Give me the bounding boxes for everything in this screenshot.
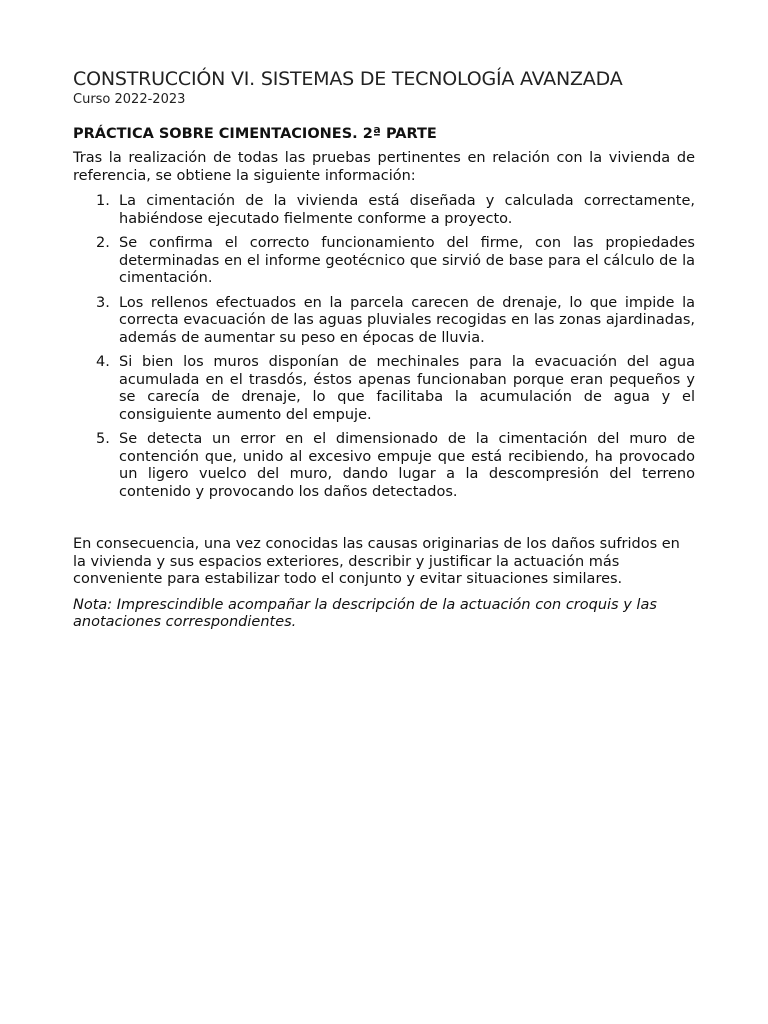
list-item-number: 1.: [96, 193, 110, 209]
document-page: [73, 66, 695, 640]
list-item-number: 4.: [96, 354, 110, 370]
findings-list: [73, 193, 695, 501]
course-year: Curso 2022-2023: [73, 92, 186, 107]
section-spacer: [73, 508, 695, 536]
list-item-text: Los rellenos efectuados en la parcela carecen de drenaje, lo que impide la correcta evacuación de las aguas pluviales recogidas en las zonas ajardinadas, además de aumentar su peso en épocas de lluvia.: [119, 294, 695, 346]
list-item: [73, 235, 695, 288]
list-item: [73, 354, 695, 424]
list-item-text: Si bien los muros disponían de mechinales para la evacuación del agua acumulada en el trasdós, éstos apenas funcionaban porque eran pequeños y se carecía de drenaje, lo que facilitaba la acumulación de agua y el consiguiente aumento del empuje.: [119, 354, 695, 423]
list-item: [73, 431, 695, 501]
list-item: [73, 193, 695, 228]
note-paragraph: Nota: Imprescindible acompañar la descripción de la actuación con croquis y las anotaciones correspondientes.: [73, 596, 657, 630]
list-item-number: 5.: [96, 431, 110, 447]
list-item: [73, 295, 695, 348]
conclusion-paragraph: En consecuencia, una vez conocidas las causas originarias de los daños sufridos en la vivienda y sus espacios exteriores, describir y justificar la actuación más conveniente para estabilizar todo el conjunto y evitar situaciones similares.: [73, 536, 680, 587]
practice-heading: PRÁCTICA SOBRE CIMENTACIONES. 2ª PARTE: [73, 126, 437, 142]
list-item-text: La cimentación de la vivienda está diseñada y calculada correctamente, habiéndose ejecutado fielmente conforme a proyecto.: [119, 193, 695, 227]
list-item-number: 3.: [96, 294, 110, 311]
document-title: CONSTRUCCIÓN VI. SISTEMAS DE TECNOLOGÍA AVANZADA: [73, 68, 623, 90]
list-item-text: Se detecta un error en el dimensionado de la cimentación del muro de contención que, unido al excesivo empuje que está recibiendo, ha provocado un ligero vuelco del muro, dando lugar a la descompresión del terreno contenido y provocando los daños detectados.: [119, 431, 695, 500]
intro-paragraph: Tras la realización de todas las pruebas pertinentes en relación con la vivienda de referencia, se obtiene la siguiente información:: [73, 150, 695, 184]
list-item-text: Se confirma el correcto funcionamiento del firme, con las propiedades determinadas en el informe geotécnico que sirvió de base para el cálculo de la cimentación.: [119, 235, 695, 286]
list-item-number: 2.: [96, 235, 110, 251]
